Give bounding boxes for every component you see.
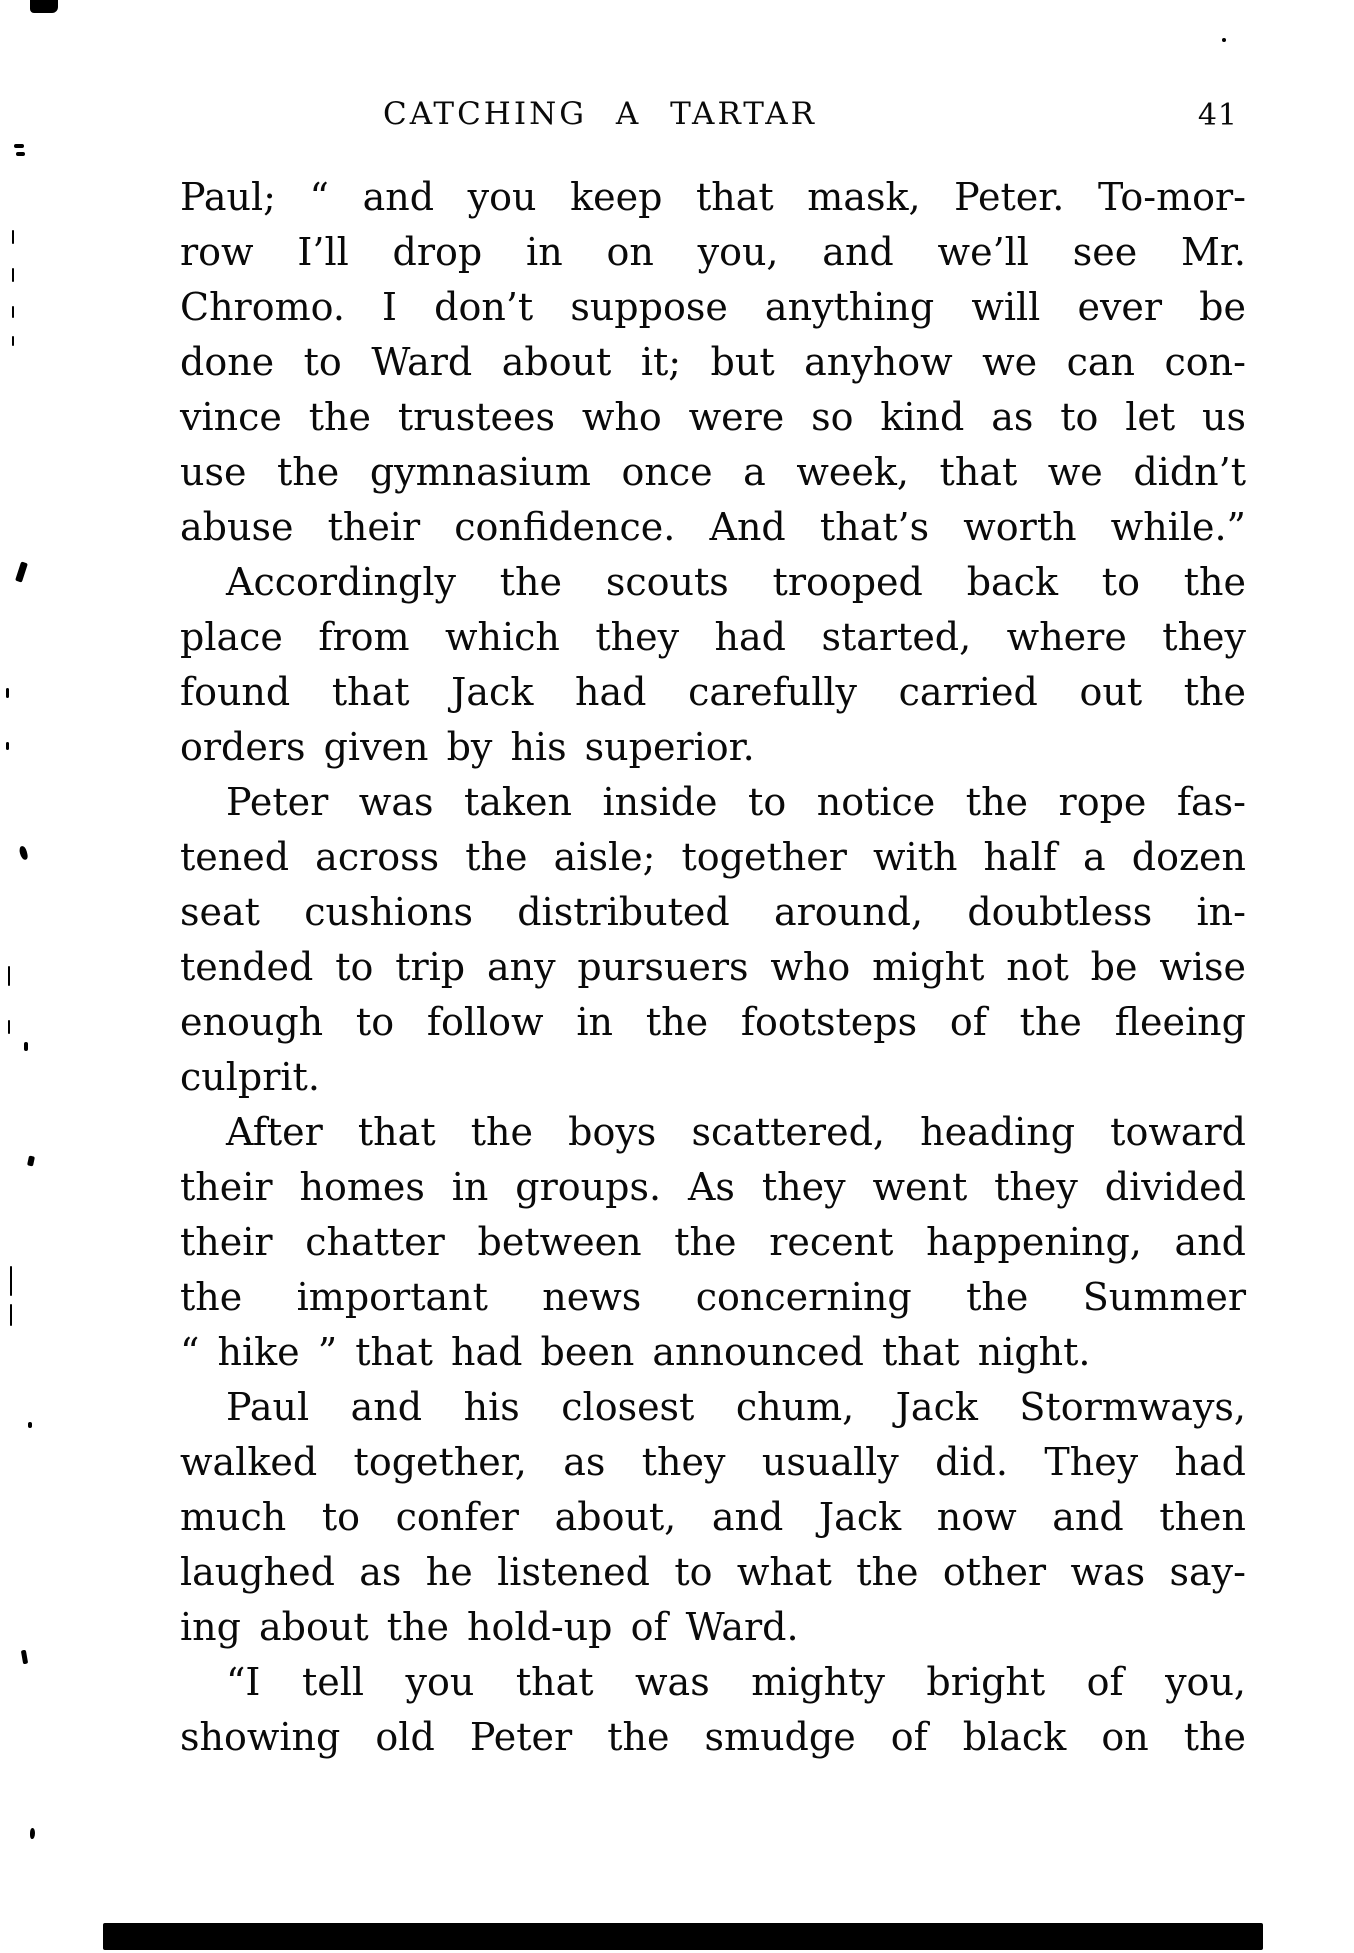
text-line: use the gymnasium once a week, that we didn’t bbox=[180, 450, 1246, 494]
text-line: abuse their confidence. And that’s worth while.” bbox=[180, 505, 1246, 549]
scan-speck bbox=[28, 1422, 32, 1428]
running-header bbox=[180, 96, 1246, 136]
scan-speck bbox=[27, 1155, 35, 1166]
scan-speck bbox=[12, 268, 14, 282]
text-line: “I tell you that was mighty bright of you, bbox=[226, 1660, 1246, 1704]
text-line: place from which they had started, where they bbox=[180, 615, 1246, 659]
text-line: vince the trustees who were so kind as to let us bbox=[180, 395, 1246, 439]
page-number: 41 bbox=[1197, 98, 1238, 133]
text-line: Chromo. I don’t suppose anything will ever be bbox=[180, 285, 1246, 329]
text-line: the important news concerning the Summer bbox=[180, 1275, 1246, 1319]
text-line: done to Ward about it; but anyhow we can con- bbox=[180, 340, 1246, 384]
text-line: showing old Peter the smudge of black on the bbox=[180, 1715, 1246, 1759]
scan-speck bbox=[18, 845, 28, 860]
text-line: seat cushions distributed around, doubtless in- bbox=[180, 890, 1246, 934]
scan-speck bbox=[10, 1304, 12, 1326]
text-line: After that the boys scattered, heading toward bbox=[226, 1110, 1246, 1154]
scan-speck bbox=[6, 742, 9, 750]
text-line: walked together, as they usually did. They had bbox=[180, 1440, 1246, 1484]
text-line: enough to follow in the footsteps of the fleeing bbox=[180, 1000, 1246, 1044]
scan-speck bbox=[16, 152, 25, 156]
scan-speck bbox=[30, 1828, 35, 1839]
scan-edge-bar bbox=[103, 1923, 1263, 1950]
text-line: laughed as he listened to what the other was say- bbox=[180, 1550, 1246, 1594]
scan-speck bbox=[15, 561, 28, 582]
scan-speck bbox=[10, 1266, 12, 1296]
text-line: much to confer about, and Jack now and then bbox=[180, 1495, 1246, 1539]
text-line: culprit. bbox=[180, 1055, 320, 1099]
text-line: found that Jack had carefully carried out the bbox=[180, 670, 1246, 714]
text-line: Paul and his closest chum, Jack Stormways, bbox=[226, 1385, 1246, 1429]
scan-speck bbox=[8, 1020, 10, 1034]
text-line: ing about the hold-up of Ward. bbox=[180, 1605, 799, 1649]
chapter-title: CATCHING A TARTAR bbox=[383, 96, 817, 132]
page-text bbox=[180, 170, 1246, 1765]
text-line: their chatter between the recent happening, and bbox=[180, 1220, 1246, 1264]
scan-speck bbox=[1222, 38, 1226, 42]
text-line: tened across the aisle; together with half a dozen bbox=[180, 835, 1246, 879]
text-line: tended to trip any pursuers who might not be wise bbox=[180, 945, 1246, 989]
scan-speck bbox=[24, 1042, 28, 1051]
scan-speck bbox=[30, 0, 58, 13]
text-line: Paul; “ and you keep that mask, Peter. To-mor- bbox=[180, 175, 1246, 219]
text-line: orders given by his superior. bbox=[180, 725, 755, 769]
scan-speck bbox=[12, 306, 14, 318]
scan-speck bbox=[6, 688, 9, 698]
text-line: “ hike ” that had been announced that night. bbox=[180, 1330, 1091, 1374]
scan-speck bbox=[12, 336, 14, 346]
scan-speck bbox=[8, 966, 10, 986]
text-line: row I’ll drop in on you, and we’ll see Mr. bbox=[180, 230, 1246, 274]
text-line: their homes in groups. As they went they divided bbox=[180, 1165, 1246, 1209]
text-line: Accordingly the scouts trooped back to the bbox=[226, 560, 1246, 604]
scan-speck bbox=[12, 230, 14, 244]
text-line: Peter was taken inside to notice the rope fas- bbox=[226, 780, 1246, 824]
scan-speck bbox=[14, 144, 24, 148]
scan-speck bbox=[21, 1650, 28, 1665]
